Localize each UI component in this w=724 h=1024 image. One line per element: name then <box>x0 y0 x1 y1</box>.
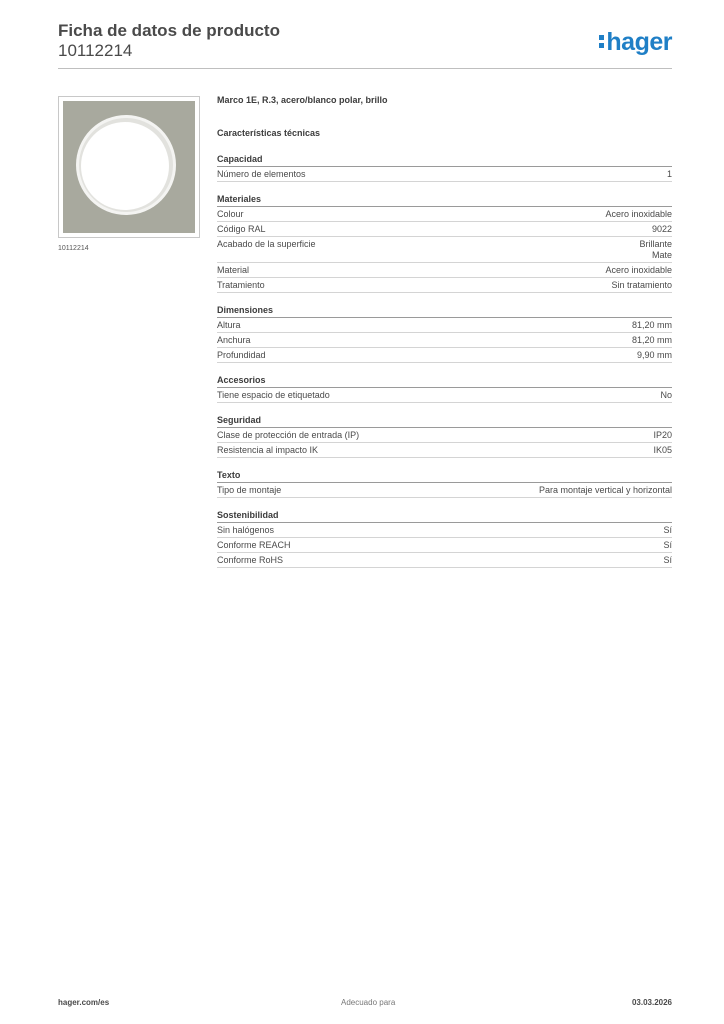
product-number: 10112214 <box>58 41 133 60</box>
page-header <box>58 21 672 61</box>
spec-value: Sí <box>663 540 672 550</box>
spec-label: Material <box>217 265 250 275</box>
spec-label: Tiene espacio de etiquetado <box>217 390 330 400</box>
spec-values <box>653 445 672 456</box>
product-image <box>58 96 200 238</box>
logo-text: hager <box>606 28 672 56</box>
spec-values <box>660 390 672 401</box>
spec-sections <box>217 154 672 568</box>
spec-row <box>217 348 672 363</box>
hager-logo <box>599 29 672 55</box>
spec-section <box>217 375 672 403</box>
spec-values <box>663 540 672 551</box>
footer-date: 03.03.2026 <box>631 998 672 1007</box>
spec-value: Mate <box>651 250 672 260</box>
spec-row <box>217 553 672 568</box>
spec-label: Número de elementos <box>217 169 306 179</box>
spec-row <box>217 207 672 222</box>
spec-values <box>663 525 672 536</box>
spec-row <box>217 278 672 293</box>
image-caption: 10112214 <box>58 245 89 252</box>
spec-row <box>217 538 672 553</box>
spec-label: Conforme RoHS <box>217 555 284 565</box>
spec-section <box>217 194 672 293</box>
spec-value: Sin tratamiento <box>611 280 672 290</box>
spec-row <box>217 222 672 237</box>
spec-value: Sí <box>663 555 672 565</box>
frame-illustration-icon <box>63 101 195 233</box>
spec-values <box>632 320 672 331</box>
spec-row <box>217 237 672 263</box>
spec-values <box>663 555 672 566</box>
spec-label: Anchura <box>217 335 251 345</box>
spec-label: Conforme REACH <box>217 540 291 550</box>
spec-row <box>217 443 672 458</box>
spec-section <box>217 154 672 182</box>
spec-value: IP20 <box>653 430 672 440</box>
spec-content <box>217 95 672 580</box>
spec-value: 81,20 mm <box>631 320 672 330</box>
spec-label: Sin halógenos <box>217 525 275 535</box>
spec-value: Sí <box>663 525 672 535</box>
spec-values <box>611 280 672 291</box>
section-title: Sostenibilidad <box>217 510 672 523</box>
spec-label: Tratamiento <box>217 280 265 290</box>
spec-label: Clase de protección de entrada (IP) <box>217 430 360 440</box>
spec-row <box>217 333 672 348</box>
spec-value: 1 <box>666 169 672 179</box>
spec-section <box>217 305 672 363</box>
spec-row <box>217 167 672 182</box>
spec-label: Acabado de la superficie <box>217 239 316 249</box>
spec-row <box>217 523 672 538</box>
spec-values <box>605 209 672 220</box>
spec-values <box>632 335 672 346</box>
spec-row <box>217 318 672 333</box>
product-name: Marco 1E, R.3, acero/blanco polar, brillo <box>217 95 388 105</box>
spec-value: 81,20 mm <box>631 335 672 345</box>
spec-section <box>217 415 672 458</box>
spec-value: No <box>660 390 672 400</box>
spec-value: 9,90 mm <box>636 350 672 360</box>
spec-label: Tipo de montaje <box>217 485 282 495</box>
spec-values <box>653 430 672 441</box>
spec-values <box>539 485 672 496</box>
spec-row <box>217 263 672 278</box>
spec-row <box>217 483 672 498</box>
spec-row <box>217 388 672 403</box>
spec-values <box>667 169 672 180</box>
spec-value: Acero inoxidable <box>605 209 672 219</box>
spec-section <box>217 510 672 568</box>
spec-values <box>639 239 672 261</box>
section-title: Accesorios <box>217 375 672 388</box>
spec-label: Altura <box>217 320 241 330</box>
spec-values <box>652 224 672 235</box>
spec-value: Acero inoxidable <box>605 265 672 275</box>
spec-label: Código RAL <box>217 224 266 234</box>
spec-row <box>217 428 672 443</box>
section-title: Seguridad <box>217 415 672 428</box>
spec-label: Resistencia al impacto IK <box>217 445 319 455</box>
section-title: Texto <box>217 470 672 483</box>
spec-values <box>637 350 672 361</box>
spec-value: Para montaje vertical y horizontal <box>538 485 672 495</box>
section-title: Dimensiones <box>217 305 672 318</box>
footer-website: hager.com/es <box>58 998 110 1007</box>
footer-center-text: Adecuado para <box>341 998 396 1007</box>
tech-heading: Características técnicas <box>217 128 321 138</box>
spec-section <box>217 470 672 498</box>
spec-value: IK05 <box>653 445 672 455</box>
header-divider <box>58 68 672 69</box>
spec-label: Profundidad <box>217 350 266 360</box>
spec-value: 9022 <box>651 224 672 234</box>
logo-dots-icon <box>599 33 604 49</box>
spec-label: Colour <box>217 209 244 219</box>
section-title: Capacidad <box>217 154 672 167</box>
section-title: Materiales <box>217 194 672 207</box>
document-title: Ficha de datos de producto <box>58 21 280 40</box>
spec-values <box>605 265 672 276</box>
spec-value: Brillante <box>639 239 672 249</box>
